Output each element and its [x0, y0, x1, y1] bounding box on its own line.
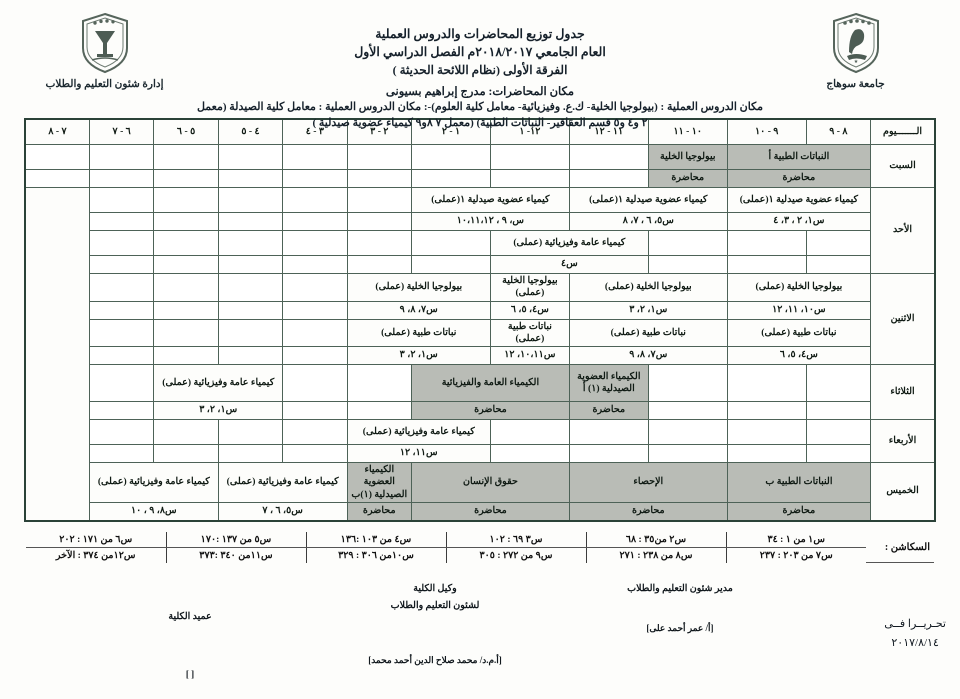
sections-table: [26, 532, 934, 564]
cell-tue-empty-2: [727, 365, 806, 402]
cell-thu-kind-2: محاضرة: [569, 502, 727, 521]
header-slot-2-3: ٢ - ٣: [347, 119, 411, 145]
cell-sat-kind-1: محاضرة: [727, 170, 870, 188]
cell-sun2-empty-4: [154, 213, 218, 231]
cell-wed-empty-3: [648, 420, 727, 445]
section-11: س١١من ٣٤٠ :٣٧٣: [166, 547, 306, 563]
cell-sun4-empty-2: [727, 256, 806, 274]
signature-dean: [100, 609, 280, 682]
header-slot-12-1: ١٢- ١: [490, 119, 569, 145]
cell-sat-empty-2: [490, 145, 569, 170]
day-label-monday: الاثنين: [871, 274, 935, 365]
cell-wed-empty-6: [283, 420, 347, 445]
signature-education-affairs-director: [580, 581, 780, 636]
section-2: س٢ من٣٥ : ٦٨: [586, 532, 726, 548]
cell-wed-general-chem: كيمياء عامة وفيزيائية (عملى): [347, 420, 490, 445]
day-label-tuesday: الثلاثاء: [871, 365, 935, 420]
cell-thu-general-chem-sec-2: س٨، ٩ ، ١٠: [89, 502, 218, 521]
cell-sun4-empty-1: [806, 256, 870, 274]
cell-mon2-empty-1: [283, 301, 347, 319]
cell-mon-plants-sec-4: س١، ٢، ٣: [347, 347, 490, 365]
cell-mon-bio-3: بيولوجيا الخلية (عملى): [490, 274, 569, 302]
cell-mon-plants-3: نباتات طبية (عملى): [490, 319, 569, 347]
sig-b-name: [أ.م.د/ محمد صلاح الدين أحمد محمد]: [368, 654, 502, 665]
header-slot-4-5: ٤ - ٥: [218, 119, 282, 145]
year-group-line: الفرقة الأولى (نظام اللائحة الحديثة ): [392, 62, 568, 77]
issue-date-value: ٢٠١٧/٨/١٤: [891, 637, 939, 650]
cell-tue2-empty-3: [648, 402, 727, 420]
section-12: س١٢من ٣٧٤ : الآخر: [55, 549, 136, 561]
cell-mon-bio-sec-1: س١٠، ١١، ١٢: [727, 301, 870, 319]
practical-venue-line: مكان الدروس العملية : (بيولوجيا الخلية- ك.ع. وفيزيائية- معامل كلية العلوم)-: مكان الدروس العملية : معامل كلية الصيدلة (معمل ٢ و٤ و٥ قسم العقاقير- النباتات الطبية) (معمل ٧ ٨و٩ كيمياء عضوية صيدلية ): [196, 100, 764, 129]
header-slot-11-12: ١١ - ١٢: [569, 119, 648, 145]
schedule-table: [24, 118, 936, 522]
cell-mon-bio-2: بيولوجيا الخلية (عملى): [569, 274, 727, 302]
pharmacy-faculty-crest-icon: [78, 12, 132, 74]
section-3: س٣ ٦٩ : ١٠٢: [446, 532, 586, 548]
cell-wed-empty-2: [727, 420, 806, 445]
cell-wed2-empty-2: [727, 445, 806, 463]
row-saturday-title: [25, 145, 935, 170]
cell-tue2-empty-2: [727, 402, 806, 420]
cell-sun-empty-4: [154, 188, 218, 213]
cell-mon-bio-1: بيولوجيا الخلية (عملى): [727, 274, 870, 302]
document-titles: [187, 12, 773, 132]
cell-thu-general-chem-1: كيمياء عامة وفيزيائية (عملى): [218, 463, 347, 503]
cell-mon2-empty-4: [89, 301, 153, 319]
cell-mon2-empty-3: [154, 301, 218, 319]
cell-tue-general-chem-sec: س١، ٢، ٣: [154, 402, 283, 420]
cell-tue-pharm-organic-a: الكيمياء العضوية الصيدلية (١) أ: [569, 365, 648, 402]
cell-sun3-empty-4: [412, 231, 491, 256]
faculty-logo-label: إدارة شئون التعليم والطلاب: [45, 79, 164, 90]
university-logo-label: جامعة سوهاج: [826, 79, 885, 90]
sohag-university-crest-icon: [829, 12, 883, 74]
svg-text:★: ★: [853, 60, 858, 65]
academic-year-line: العام الجامعي ٢٠١٨/٢٠١٧م الفصل الدراسي الأول: [354, 44, 606, 59]
cell-sun-empty-2: [283, 188, 347, 213]
cell-tue-empty-3: [648, 365, 727, 402]
cell-sat2-empty-7: [154, 170, 218, 188]
cell-tue2-empty-1: [806, 402, 870, 420]
cell-thu-medicinal-plants-b: النباتات الطبية ب: [727, 463, 870, 503]
sections-row-1: [26, 532, 934, 548]
issue-date-label: تحـريــرا فــى: [884, 618, 946, 631]
cell-mon-empty-4: [89, 274, 153, 302]
cell-sun3-empty-6: [283, 231, 347, 256]
sections-legend: [0, 522, 960, 564]
section-6: س٦ من ١٧١ : ٢٠٢: [26, 532, 166, 548]
row-monday-plants-sections: [25, 347, 935, 365]
cell-sun4-empty-8: [154, 256, 218, 274]
cell-sat-empty-6: [218, 145, 282, 170]
header-day: الـــــــيوم: [871, 119, 935, 145]
cell-thu-general-chem-sec-1: س٥، ٦ ، ٧: [218, 502, 347, 521]
cell-tue-empty-1: [806, 365, 870, 402]
cell-tue-empty-5: [283, 365, 347, 402]
cell-mon-plants-sec-3: س١٠،١١، ١٢: [490, 347, 569, 365]
cell-mon3-empty-1: [283, 319, 347, 347]
cell-sun4-empty-4: [412, 256, 491, 274]
cell-wed2-empty-8: [154, 445, 218, 463]
sig-c-name: [ ]: [185, 669, 195, 680]
cell-sun2-empty-5: [89, 213, 153, 231]
cell-sun2-empty-1: [347, 213, 411, 231]
cell-mon3-empty-4: [89, 319, 153, 347]
cell-sat2-empty-2: [490, 170, 569, 188]
cell-sun4-empty-9: [89, 256, 153, 274]
row-sunday-title: [25, 188, 935, 213]
header-slot-6-7: ٦ - ٧: [89, 119, 153, 145]
cell-sun-organic-chem-b: كيمياء عضوية صيدلية ١(عملى): [569, 188, 727, 213]
cell-sun-sec-a: س١، ٢ ، ٣، ٤: [727, 213, 870, 231]
cell-thu-kind-4: محاضرة: [347, 502, 411, 521]
header-slot-10-11: ١٠ - ١١: [648, 119, 727, 145]
cell-mon-plants-1: نباتات طبية (عملى): [727, 319, 870, 347]
cell-sun-sec-b: س٥، ٦ ، ٧، ٨: [569, 213, 727, 231]
cell-sun-sec-c: س، ٩ ، ١٠،١١،١٢: [412, 213, 570, 231]
section-10: س١٠من ٣٠٦ : ٣٢٩: [306, 547, 446, 563]
section-8: س٨ من ٢٣٨ : ٢٧١: [586, 547, 726, 563]
cell-tue-empty-6: [89, 365, 153, 402]
cell-sat-empty-4: [347, 145, 411, 170]
signature-vice-dean: [330, 581, 540, 667]
cell-sat-empty-1: [569, 145, 648, 170]
cell-tue2-empty-5: [283, 402, 347, 420]
row-wednesday-sections: [25, 445, 935, 463]
page-title: جدول توزيع المحاضرات والدروس العملية: [375, 27, 585, 41]
cell-sat2-empty-4: [347, 170, 411, 188]
cell-sat2-empty-6: [218, 170, 282, 188]
cell-mon-bio-sec-2: س١، ٢، ٣: [569, 301, 727, 319]
cell-sun-empty-5: [89, 188, 153, 213]
cell-mon4-empty-4: [89, 347, 153, 365]
cell-sat-empty-7: [154, 145, 218, 170]
cell-mon-empty-1: [283, 274, 347, 302]
cell-mon4-empty-3: [154, 347, 218, 365]
cell-sun3-empty-8: [154, 231, 218, 256]
cell-tue-empty-4: [347, 365, 411, 402]
cell-mon-empty-3: [154, 274, 218, 302]
cell-sun-organic-chem-c: كيمياء عضوية صيدلية ١(عملى): [412, 188, 570, 213]
cell-wed-empty-5: [490, 420, 569, 445]
row-sunday-gen-chem-sections: [25, 256, 935, 274]
cell-sun4-empty-7: [218, 256, 282, 274]
row-sunday-sections: [25, 213, 935, 231]
day-label-wednesday: الأربعاء: [871, 420, 935, 463]
university-logo-block: [773, 12, 938, 90]
cell-wed2-empty-9: [89, 445, 153, 463]
row-tuesday-title: [25, 365, 935, 402]
section-1: س١ من ١ : ٣٤: [726, 532, 866, 548]
cell-wed2-empty-5: [490, 445, 569, 463]
cell-wed-general-chem-sec: س١١، ١٢: [347, 445, 490, 463]
cell-sun3-empty-7: [218, 231, 282, 256]
cell-mon-plants-2: نباتات طبية (عملى): [569, 319, 727, 347]
cell-mon3-empty-3: [154, 319, 218, 347]
cell-wed2-empty-1: [806, 445, 870, 463]
cell-mon-bio-sec-4: س٧، ٨، ٩: [347, 301, 490, 319]
cell-wed-empty-4: [569, 420, 648, 445]
day-label-thursday: الخميس: [871, 463, 935, 521]
sections-row-2: [26, 547, 934, 563]
cell-sun3-empty-2: [727, 231, 806, 256]
cell-sun4-empty-3: [648, 256, 727, 274]
header-slot-3-4: ٣ - ٤: [283, 119, 347, 145]
cell-wed-empty-7: [218, 420, 282, 445]
row-wednesday-title: [25, 420, 935, 445]
row-monday-plants-title: [25, 319, 935, 347]
cell-thu-kind-3: محاضرة: [412, 502, 570, 521]
row-thursday-kind: [25, 502, 935, 521]
cell-sat2-empty-3: [412, 170, 491, 188]
header-slot-5-6: ٥ - ٦: [154, 119, 218, 145]
row-sunday-gen-chem-title: [25, 231, 935, 256]
cell-sat-cell-biology: بيولوجيا الخلية: [648, 145, 727, 170]
cell-sat2-empty-9: [25, 170, 89, 188]
cell-tue2-empty-4: [347, 402, 411, 420]
row-saturday-kind: [25, 170, 935, 188]
cell-sat-empty-3: [412, 145, 491, 170]
cell-thu-kind-1: محاضرة: [727, 502, 870, 521]
sections-label: السكاشن :: [866, 532, 934, 563]
cell-sun-general-chem: كيمياء عامة وفيزيائية (عملى): [490, 231, 648, 256]
cell-tue-general-chem-lecture: الكيمياء العامة والفيزيائية: [412, 365, 570, 402]
cell-thu-pharm-organic-b: الكيمياء العضوية الصيدلية (١)ب: [347, 463, 411, 503]
cell-sun4-empty-6: [283, 256, 347, 274]
cell-wed2-empty-3: [648, 445, 727, 463]
cell-sun2-empty-2: [283, 213, 347, 231]
faculty-logo-block: [22, 12, 187, 90]
cell-sat2-empty-5: [283, 170, 347, 188]
cell-wed-empty-8: [154, 420, 218, 445]
cell-mon-plants-4: نباتات طبية (عملى): [347, 319, 490, 347]
cell-sun3-empty-3: [648, 231, 727, 256]
cell-sun-empty-3: [218, 188, 282, 213]
signature-block: [0, 563, 960, 699]
cell-sun-empty-1: [347, 188, 411, 213]
cell-sat-empty-8: [89, 145, 153, 170]
row-thursday-title: [25, 463, 935, 503]
header-slot-8-9: ٨ - ٩: [806, 119, 870, 145]
cell-thu-human-rights: حقوق الإنسان: [412, 463, 570, 503]
cell-wed-empty-1: [806, 420, 870, 445]
cell-sat-empty-9: [25, 145, 89, 170]
sig-a-name: [أ/ عمر أحمد على]: [646, 623, 714, 634]
day-label-saturday: السبت: [871, 145, 935, 188]
cell-thu-statistics: الإحصاء: [569, 463, 727, 503]
cell-sat2-empty-1: [569, 170, 648, 188]
cell-sun-organic-chem-a: كيمياء عضوية صيدلية ١(عملى): [727, 188, 870, 213]
section-7: س٧ من ٢٠٣ : ٢٣٧: [726, 547, 866, 563]
cell-tue2-empty-6: [89, 402, 153, 420]
cell-sun3-empty-1: [806, 231, 870, 256]
sig-b-title-line1: وكيل الكلية: [413, 584, 457, 595]
day-label-sunday: الأحد: [871, 188, 935, 274]
cell-mon-plants-sec-1: س٤، ٥، ٦: [727, 347, 870, 365]
cell-tue-general-chem-practical: كيمياء عامة وفيزيائية (عملى): [154, 365, 283, 402]
cell-sun3-empty-5: [347, 231, 411, 256]
cell-mon4-empty-1: [283, 347, 347, 365]
cell-mon2-empty-2: [218, 301, 282, 319]
row-monday-bio-sections: [25, 301, 935, 319]
row-tuesday-kind: [25, 402, 935, 420]
cell-sun4-empty-5: [347, 256, 411, 274]
sig-c-title: عميد الكلية: [168, 612, 212, 623]
cell-wed2-empty-7: [218, 445, 282, 463]
header-slot-9-10: ٩ - ١٠: [727, 119, 806, 145]
sig-b-title-line2: لشئون التعليم والطلاب: [390, 601, 480, 612]
lecture-venue-line: مكان المحاضرات: مدرج إبراهيم بسيونى: [385, 85, 575, 98]
document-masthead: [0, 0, 960, 129]
cell-sat-empty-5: [283, 145, 347, 170]
cell-wed2-empty-4: [569, 445, 648, 463]
cell-mon3-empty-2: [218, 319, 282, 347]
cell-sat2-empty-8: [89, 170, 153, 188]
cell-sun2-empty-3: [218, 213, 282, 231]
section-5: س٥ من ١٣٧ :١٧٠: [166, 532, 306, 548]
cell-wed-empty-9: [89, 420, 153, 445]
cell-mon-empty-2: [218, 274, 282, 302]
issue-date-block: [884, 615, 946, 652]
cell-tue-kind-2: محاضرة: [412, 402, 570, 420]
header-slot-1-2: ١ - ٢: [412, 119, 491, 145]
cell-tue-kind-1: محاضرة: [569, 402, 648, 420]
cell-mon-bio-4: بيولوجيا الخلية (عملى): [347, 274, 490, 302]
schedule-table-wrapper: [0, 118, 960, 522]
cell-sat-kind-2: محاضرة: [648, 170, 727, 188]
cell-wed2-empty-6: [283, 445, 347, 463]
cell-sun3-empty-9: [89, 231, 153, 256]
row-monday-bio-title: [25, 274, 935, 302]
cell-mon-plants-sec-2: س٧، ٨، ٩: [569, 347, 727, 365]
section-9: س٩ من ٢٧٢ : ٣٠٥: [446, 547, 586, 563]
cell-mon-bio-sec-3: س٤، ٥، ٦: [490, 301, 569, 319]
cell-sat-medicinal-plants-a: النباتات الطبية أ: [727, 145, 870, 170]
header-slot-7-8: ٧ - ٨: [25, 119, 89, 145]
cell-thu-general-chem-2: كيمياء عامة وفيزيائية (عملى): [89, 463, 218, 503]
cell-mon4-empty-2: [218, 347, 282, 365]
sig-a-title: مدير شئون التعليم والطلاب: [627, 584, 733, 595]
cell-sun-general-chem-sec: س٤: [490, 256, 648, 274]
section-4: س٤ من ١٠٣ :١٣٦: [306, 532, 446, 548]
